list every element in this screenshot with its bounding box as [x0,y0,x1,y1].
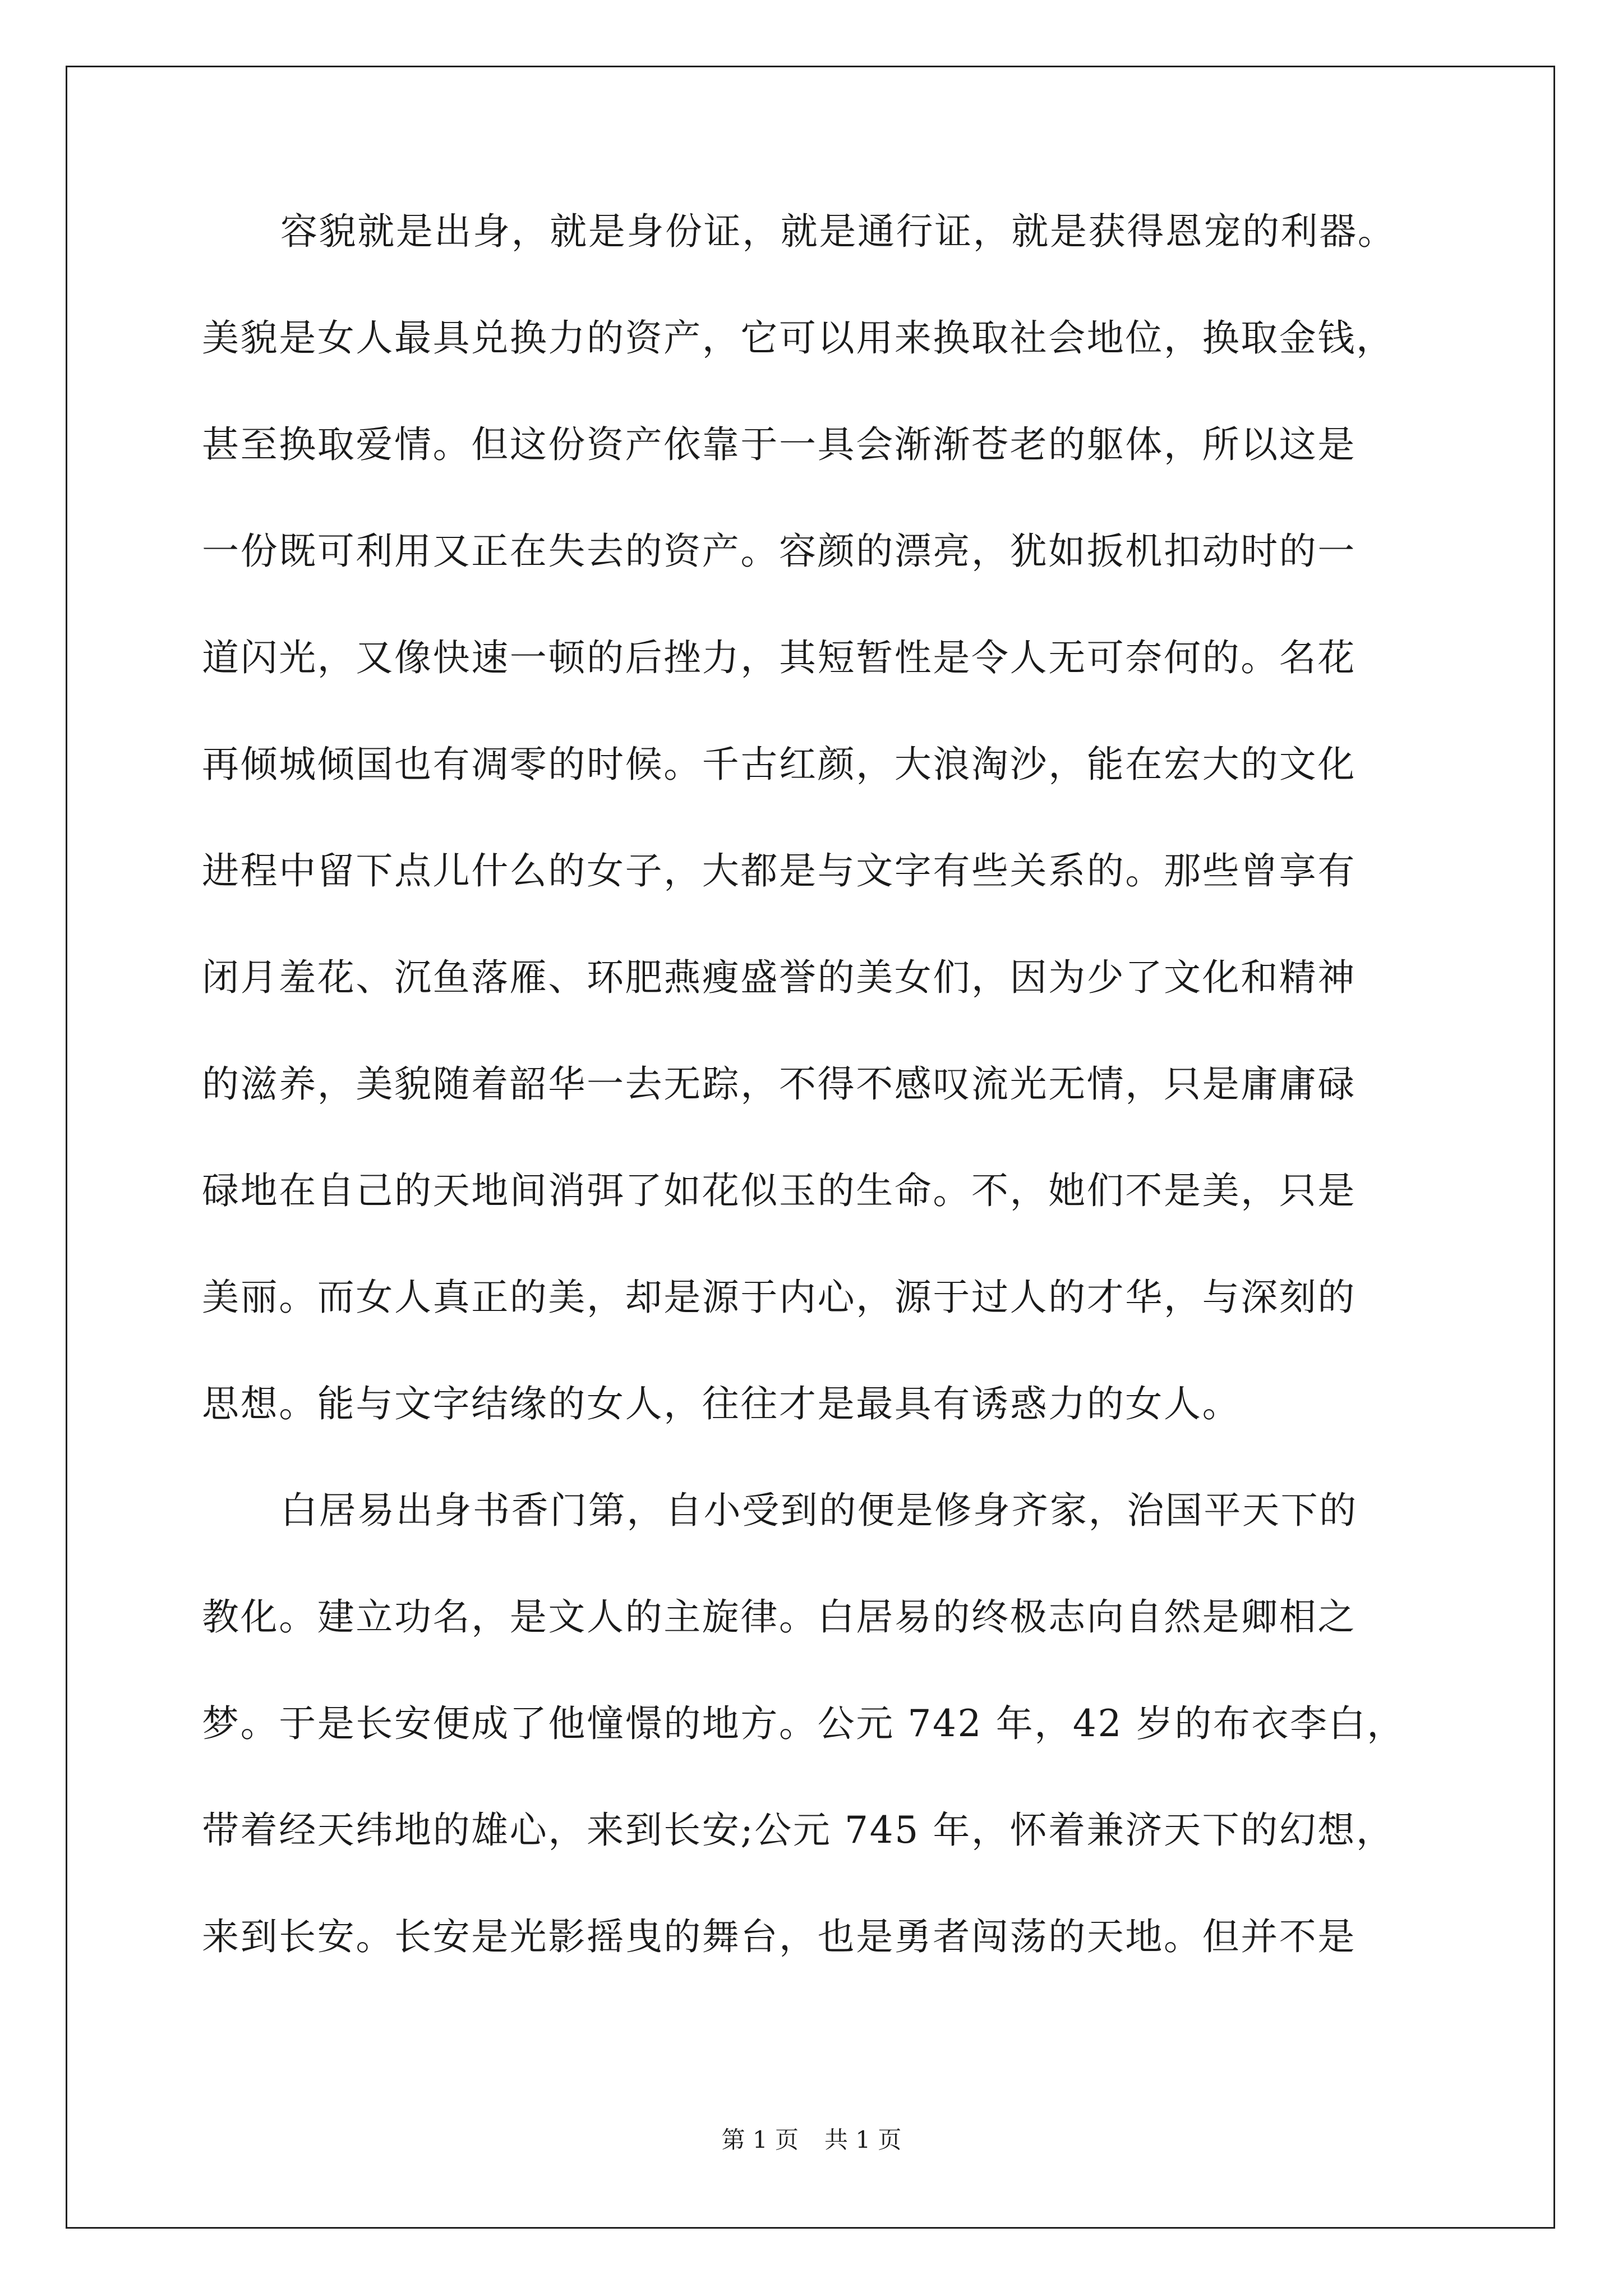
text-line: 甚至换取爱情。但这份资产依靠于一具会渐渐苍老的躯体，所以这是 [202,423,1356,466]
text-line: 来到长安。长安是光影摇曳的舞台，也是勇者闯荡的天地。但并不是 [202,1915,1356,1958]
text-line: 进程中留下点儿什么的女子，大都是与文字有些关系的。那些曾享有 [202,849,1356,892]
text-line: 的滋养，美貌随着韶华一去无踪，不得不感叹流光无情，只是庸庸碌 [202,1062,1356,1106]
text-line: 容貌就是出身，就是身份证，就是通行证，就是获得恩宠的利器。 [280,210,1396,253]
page-number: 第 1 页 [721,2126,799,2154]
text-line: 闭月羞花、沉鱼落雁、环肥燕瘦盛誉的美女们，因为少了文化和精神 [202,956,1356,999]
text-line: 白居易出身书香门第，自小受到的便是修身齐家，治国平天下的 [280,1489,1358,1532]
text-line: 再倾城倾国也有凋零的时候。千古红颜，大浪淘沙，能在宏大的文化 [202,743,1356,786]
text-line: 一份既可利用又正在失去的资产。容颜的漂亮，犹如扳机扣动时的一 [202,530,1356,573]
text-line: 带着经天纬地的雄心，来到长安;公元 745 年，怀着兼济天下的幻想， [202,1809,1395,1852]
document-body [202,210,1430,2025]
page-total: 共 1 页 [824,2126,902,2154]
text-line: 梦。于是长安便成了他憧憬的地方。公元 742 年，42 岁的布衣李白， [202,1702,1405,1745]
text-line: 道闪光，又像快速一顿的后挫力，其短暂性是令人无可奈何的。名花 [202,636,1356,679]
text-line: 思想。能与文字结缘的女人，往往才是最具有诱惑力的女人。 [202,1382,1241,1425]
text-line: 教化。建立功名，是文人的主旋律。白居易的终极志向自然是卿相之 [202,1595,1356,1639]
text-line: 碌地在自己的天地间消弭了如花似玉的生命。不，她们不是美，只是 [202,1169,1356,1212]
text-line: 美貌是女人最具兑换力的资产，它可以用来换取社会地位，换取金钱， [202,316,1395,360]
text-line: 美丽。而女人真正的美，却是源于内心，源于过人的才华，与深刻的 [202,1276,1356,1319]
page-footer [0,2128,1623,2152]
